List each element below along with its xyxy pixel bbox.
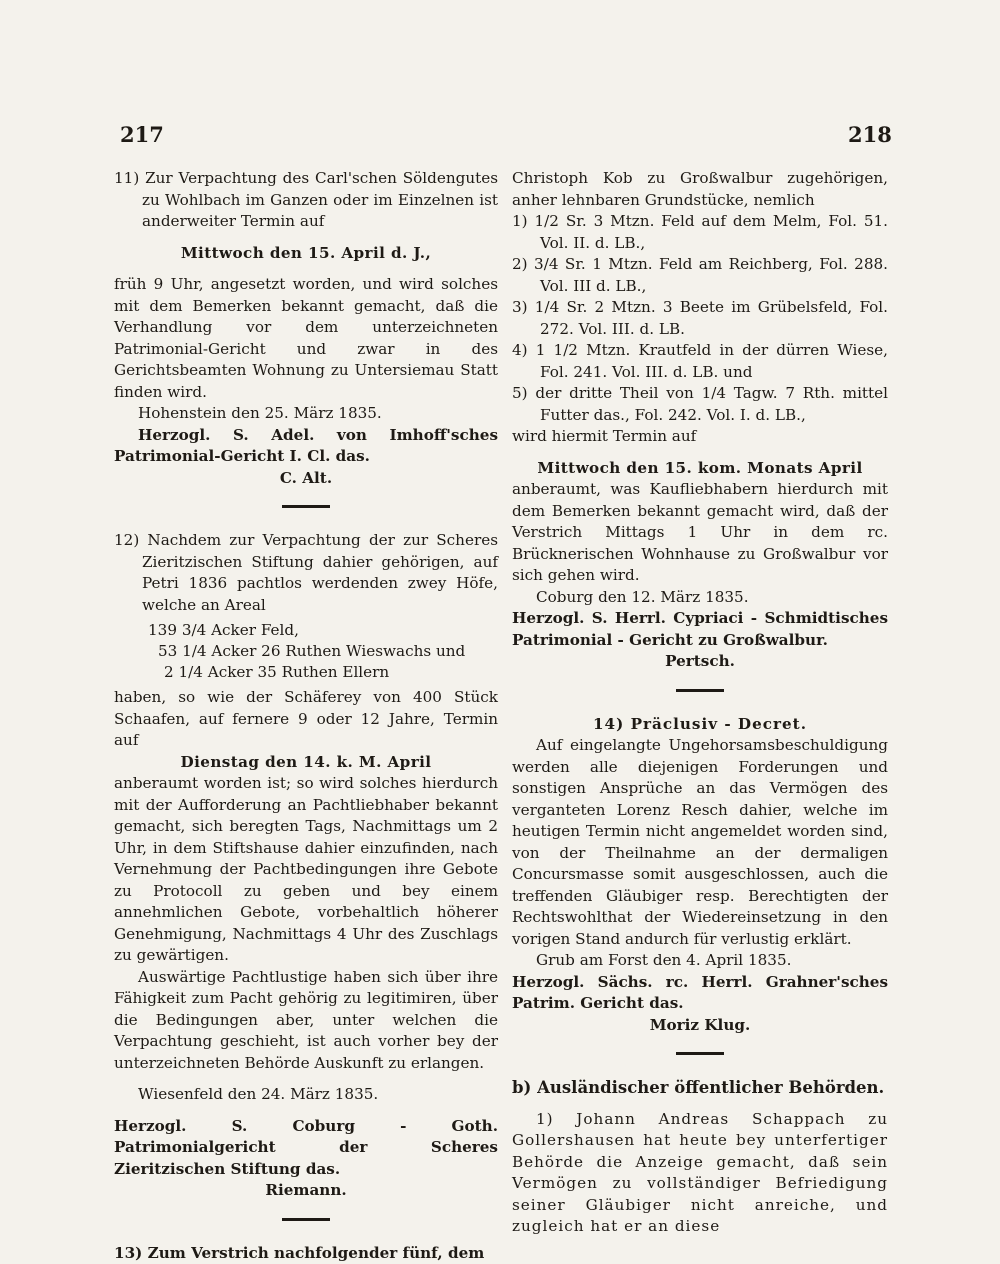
notice-12-body-2: haben, so wie der Schäferey von 400 Stück Schaafen, auf fernere 9 oder 12 Jahre, Termin auf <box>114 687 498 752</box>
notice-12-body-4: Auswärtige Pachtlustige haben sich über ihre Fähigkeit zum Pacht gehörig zu legitimiren, über die Bedingungen aber, unter welchen die Verpachtung geschieht, ist auch vorher bey der unterzeichneten Behörde Auskunft zu erlangen. <box>114 967 498 1075</box>
parcel-item: 3) 1/4 Sr. 2 Mtzn. 3 Beete im Grübelsfeld, Fol. 272. Vol. III. d. LB. <box>512 297 888 340</box>
left-column <box>114 168 498 1264</box>
notice-11-body-2: früh 9 Uhr, angesetzt worden, und wird solches mit dem Bemerken bekannt gemacht, daß die Verhandlung vor dem unterzeichneten Patrimonial-Gericht und zwar in des Gerichtsbeamten Wohnung zu Untersiemau Statt finden wird. <box>114 274 498 403</box>
notice-13-lead: wird hiermit Termin auf <box>512 426 888 448</box>
area-item: 2 1/4 Acker 35 Ruthen Ellern <box>148 662 498 683</box>
section-divider <box>282 505 330 508</box>
notice-13-signature: Pertsch. <box>512 651 888 673</box>
parcel-item: 2) 3/4 Sr. 1 Mtzn. Feld am Reichberg, Fol. 288. Vol. III d. LB., <box>512 254 888 297</box>
notice-14-body: Auf eingelangte Ungehorsamsbeschuldigung werden alle diejenigen Forderungen und sonstigen Ansprüche an das Vermögen des verganteten Lorenz Resch dahier, welche im heutigen Termin nicht angemeldet worden sind, von der Theilnahme an der dermaligen Concursmasse somit ausgeschlossen, auch die treffenden Gläubiger resp. Berechtigten der Rechtswohlthat der Wiedereinsetzung in den vorigen Stand andurch für verlustig erklärt. <box>512 735 888 950</box>
notice-13-body-2: anberaumt, was Kaufliebhabern hierdurch mit dem Bemerken bekannt gemacht wird, daß der Verstrich Mittags 1 Uhr in dem rc. Brücknerischen Wohnhause zu Großwalbur vor sich gehen wird. <box>512 479 888 587</box>
area-item: 139 3/4 Acker Feld, <box>148 620 498 641</box>
notice-12-body-3: anberaumt worden ist; so wird solches hierdurch mit der Aufforderung an Pachtliebhaber bekannt gemacht, sich beregten Tags, Nachmittags um 2 Uhr, in dem Stiftshause dahier einzufinden, nach Vernehmung der Pachtbedingungen ihre Gebote zu Protocoll zu geben und bey einem annehmlichen Gebote, vorbehaltlich höherer Genehmigung, Nachmittags 4 Uhr des Zuschlags zu gewärtigen. <box>114 773 498 967</box>
area-item: 53 1/4 Acker 26 Ruthen Wieswachs und <box>148 641 498 662</box>
notice-11-authority: Herzogl. S. Adel. von Imhoff'sches Patrimonial-Gericht I. Cl. das. <box>114 425 498 468</box>
parcel-item: 1) 1/2 Sr. 3 Mtzn. Feld auf dem Melm, Fol. 51. Vol. II. d. LB., <box>512 211 888 254</box>
notice-11-date: Mittwoch den 15. April d. J., <box>114 243 498 265</box>
parcel-item: 4) 1 1/2 Mtzn. Krautfeld in der dürren Wiese, Fol. 241. Vol. III. d. LB. und <box>512 340 888 383</box>
notice-11-signature: C. Alt. <box>114 468 498 490</box>
notice-11-place-date: Hohenstein den 25. März 1835. <box>114 403 498 425</box>
notice-12-place-date: Wiesenfeld den 24. März 1835. <box>114 1084 498 1106</box>
section-b-heading: b) Ausländischer öffentlicher Behörden. <box>512 1077 888 1099</box>
notice-14-heading: 14) Präclusiv - Decret. <box>512 714 888 736</box>
notice-13-continued: Christoph Kob zu Großwalbur zugehörigen, anher lehnbaren Grundstücke, nemlich <box>512 168 888 211</box>
notice-13-authority: Herzogl. S. Herrl. Cypriaci - Schmidtisches Patrimonial - Gericht zu Großwalbur. <box>512 608 888 651</box>
notice-12-body: 12) Nachdem zur Verpachtung der zur Scheres Zieritzischen Stiftung dahier gehörigen, auf Petri 1836 pachtlos werdenden zwey Höfe, welche an Areal <box>114 530 498 616</box>
notice-13-date: Mittwoch den 15. kom. Monats April <box>512 458 888 480</box>
page-number-right: 218 <box>848 122 892 147</box>
section-divider <box>676 689 724 692</box>
parcel-item: 5) der dritte Theil von 1/4 Tagw. 7 Rth. mittel Futter das., Fol. 242. Vol. I. d. LB., <box>512 383 888 426</box>
notice-14-authority: Herzogl. Sächs. rc. Herrl. Grahner'sches Patrim. Gericht das. <box>512 972 888 1015</box>
right-column <box>512 168 888 1238</box>
area-list <box>114 620 498 683</box>
section-divider <box>676 1052 724 1055</box>
notice-13-place-date: Coburg den 12. März 1835. <box>512 587 888 609</box>
section-b-body: 1) Johann Andreas Schappach zu Gollershausen hat heute bey unterfertiger Behörde die Anzeige gemacht, daß sein Vermögen zu vollständiger Befriedigung seiner Gläubiger nicht anreiche, und zugleich hat er an diese <box>512 1109 888 1238</box>
page-number-left: 217 <box>120 122 164 147</box>
notice-14-place-date: Grub am Forst den 4. April 1835. <box>512 950 888 972</box>
notice-12-signature: Riemann. <box>114 1180 498 1202</box>
notice-14-signature: Moriz Klug. <box>512 1015 888 1037</box>
section-divider <box>282 1218 330 1221</box>
notice-12-authority: Herzogl. S. Coburg - Goth. Patrimonialgericht der Scheres Zieritzischen Stiftung das. <box>114 1116 498 1181</box>
notice-11-body: 11) Zur Verpachtung des Carl'schen Söldengutes zu Wohlbach im Ganzen oder im Einzelnen ist anderweiter Termin auf <box>114 168 498 233</box>
notice-13-body: 13) Zum Verstrich nachfolgender fünf, dem <box>114 1243 498 1264</box>
notice-12-date: Dienstag den 14. k. M. April <box>114 752 498 774</box>
